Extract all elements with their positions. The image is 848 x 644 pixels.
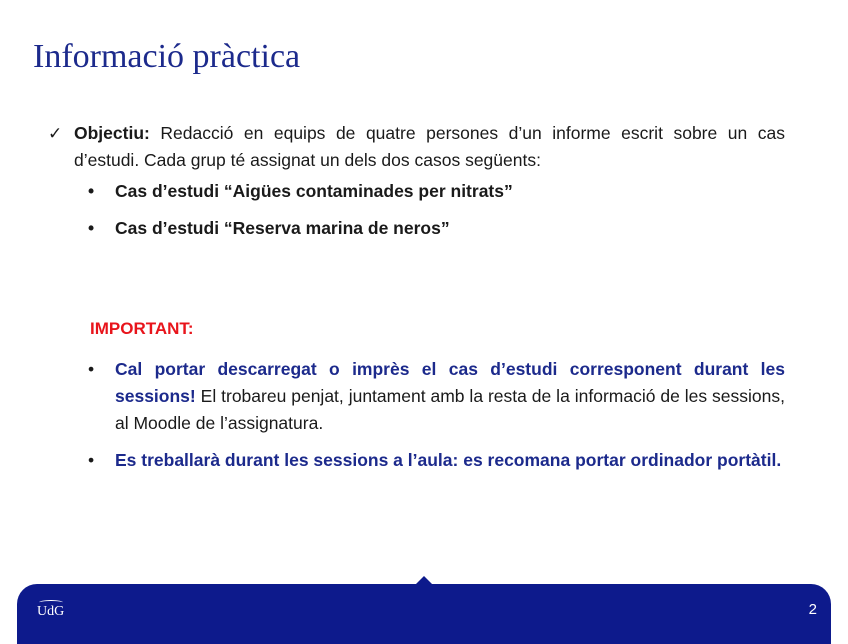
checkmark-icon: ✓ bbox=[48, 124, 63, 143]
list-item bbox=[48, 178, 785, 205]
bullet-icon: • bbox=[88, 450, 95, 470]
logo-text: UdG bbox=[37, 604, 65, 619]
important-emphasis: Es treballarà durant les sessions a l’aula: es recomana portar ordinador portàtil. bbox=[115, 450, 782, 470]
udg-logo bbox=[37, 600, 64, 619]
slide-content bbox=[48, 120, 785, 252]
case-text: Cas d’estudi “Aigües contaminades per nitrats” bbox=[115, 181, 513, 201]
objective-text: Redacció en equips de quatre persones d’un informe escrit sobre un cas d’estudi. Cada grup té assignat un dels dos casos següents: bbox=[74, 123, 785, 170]
important-emphasis: Cal portar descarregat o imprès el cas d’estudi corresponent durant les sessions! bbox=[115, 359, 785, 406]
list-item bbox=[48, 447, 785, 474]
objective-paragraph bbox=[48, 120, 785, 174]
slide-footer bbox=[17, 584, 831, 644]
bullet-icon: • bbox=[88, 218, 95, 238]
slide-title: Informació pràctica bbox=[33, 38, 301, 75]
important-text: El trobareu penjat, juntament amb la resta de la informació de les sessions, al Moodle de l’assignatura. bbox=[115, 386, 785, 433]
list-item bbox=[48, 356, 785, 437]
objective-label: Objectiu: bbox=[74, 123, 150, 143]
important-label: IMPORTANT: bbox=[90, 319, 194, 338]
list-item bbox=[48, 215, 785, 242]
case-text: Cas d’estudi “Reserva marina de neros” bbox=[115, 218, 450, 238]
bullet-icon: • bbox=[88, 181, 95, 201]
bullet-icon: • bbox=[88, 359, 95, 379]
important-list bbox=[48, 356, 785, 484]
page-number: 2 bbox=[808, 601, 817, 618]
case-list bbox=[48, 178, 785, 242]
